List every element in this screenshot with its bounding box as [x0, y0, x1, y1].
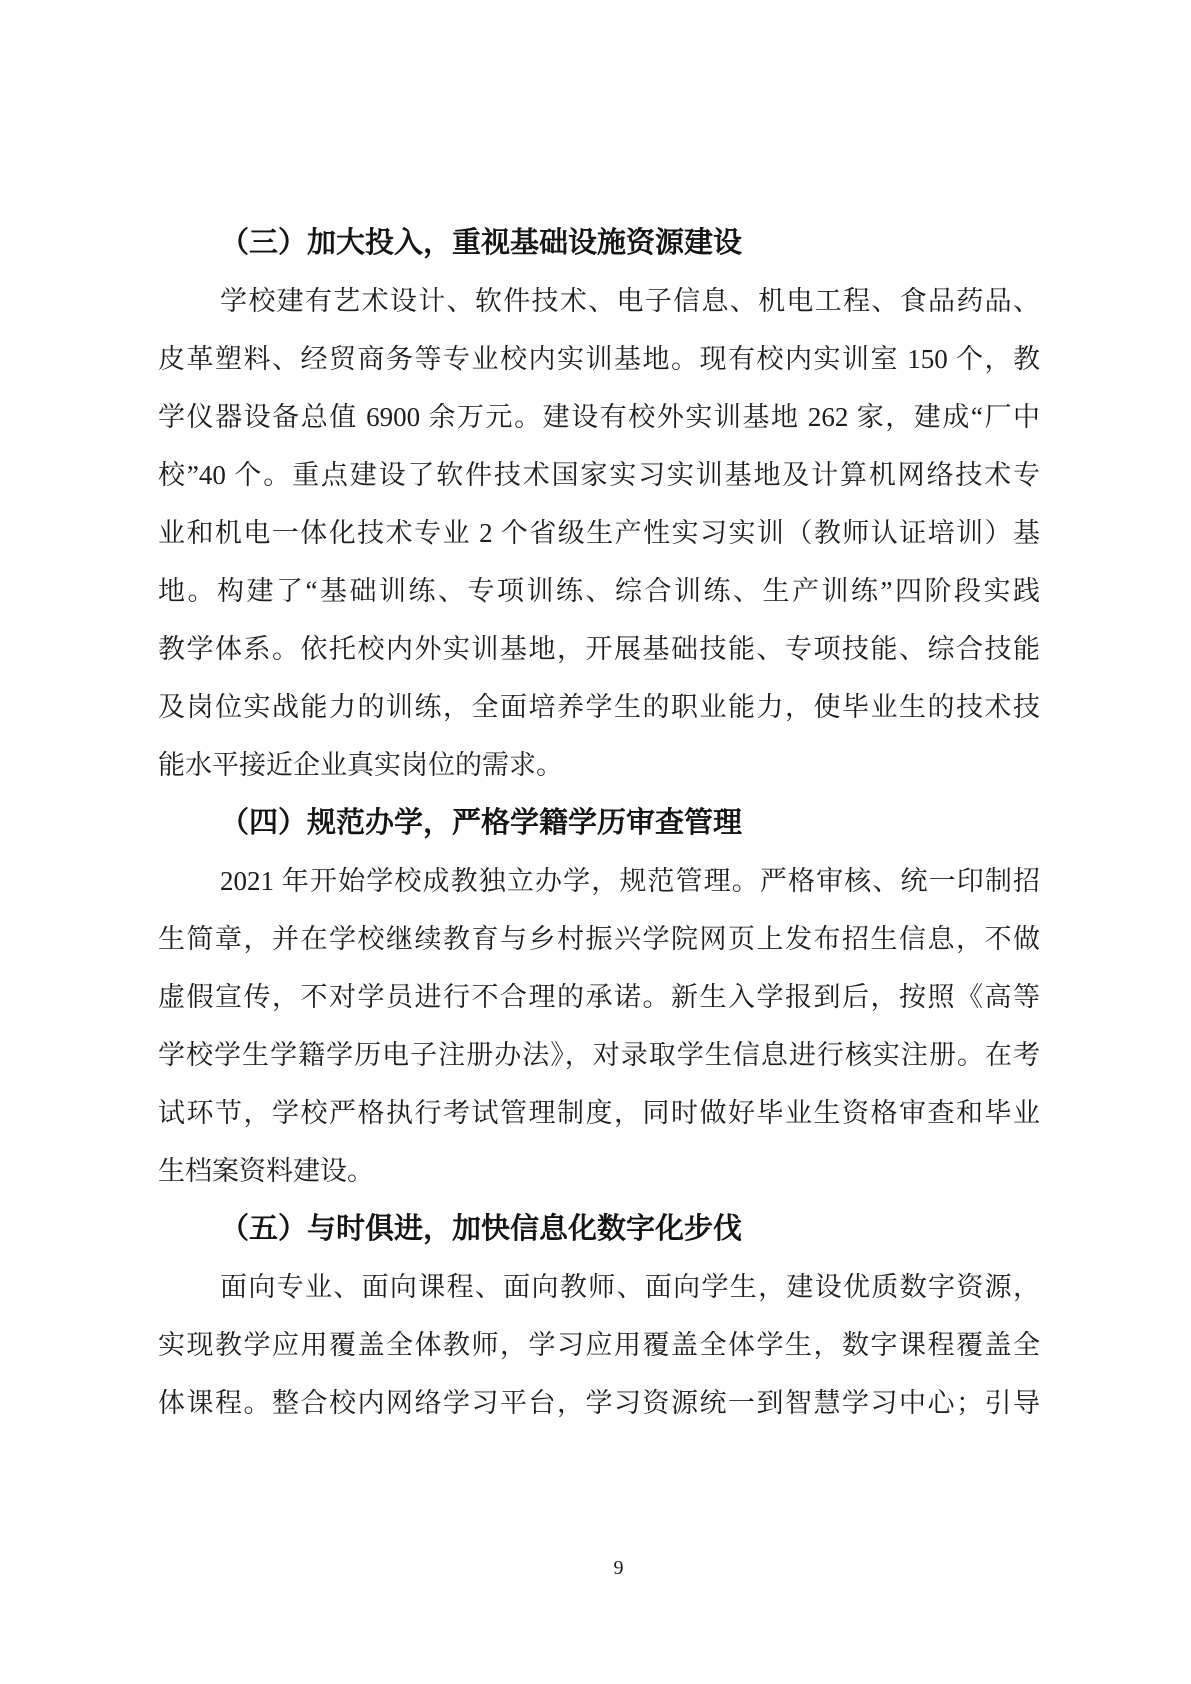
section-4	[158, 794, 1040, 1200]
section-4-line-6: 生档案资料建设。	[158, 1156, 374, 1186]
section-5-heading: （五）与时俱进，加快信息化数字化步伐	[220, 1213, 743, 1245]
section-4-heading: （四）规范办学，严格学籍学历审查管理	[220, 807, 743, 839]
section-3-line-1: 学校建有艺术设计、软件技术、电子信息、机电工程、食品药品、	[220, 286, 1040, 316]
section-4-line-5: 试环节，学校严格执行考试管理制度，同时做好毕业生资格审查和毕业	[158, 1098, 1040, 1128]
section-3-line-8: 及岗位实战能力的训练，全面培养学生的职业能力，使毕业生的技术技	[158, 692, 1040, 722]
section-5	[158, 1200, 1040, 1432]
section-5-line-1: 面向专业、面向课程、面向教师、面向学生，建设优质数字资源，	[220, 1272, 1040, 1302]
section-3	[158, 214, 1040, 794]
section-4-line-4: 学校学生学籍学历电子注册办法》，对录取学生信息进行核实注册。在考	[158, 1040, 1040, 1070]
section-3-line-5: 业和机电一体化技术专业 2 个省级生产性实习实训（教师认证培训）基	[158, 518, 1040, 548]
section-3-line-7: 教学体系。依托校内外实训基地，开展基础技能、专项技能、综合技能	[158, 634, 1040, 664]
section-3-line-2: 皮革塑料、经贸商务等专业校内实训基地。现有校内实训室 150 个，教	[158, 344, 1040, 374]
section-3-line-3: 学仪器设备总值 6900 余万元。建设有校外实训基地 262 家，建成“厂中	[158, 402, 1040, 432]
section-4-line-2: 生简章，并在学校继续教育与乡村振兴学院网页上发布招生信息，不做	[158, 924, 1040, 954]
section-3-line-4: 校”40 个。重点建设了软件技术国家实习实训基地及计算机网络技术专	[158, 460, 1040, 490]
section-5-line-3: 体课程。整合校内网络学习平台，学习资源统一到智慧学习中心；引导	[158, 1388, 1040, 1418]
section-5-line-2: 实现教学应用覆盖全体教师，学习应用覆盖全体学生，数字课程覆盖全	[158, 1330, 1040, 1360]
section-3-heading: （三）加大投入，重视基础设施资源建设	[220, 227, 743, 259]
page-number: 9	[613, 1557, 624, 1579]
section-4-line-1: 2021 年开始学校成教独立办学，规范管理。严格审核、统一印制招	[220, 866, 1040, 896]
section-4-line-3: 虚假宣传，不对学员进行不合理的承诺。新生入学报到后，按照《高等	[158, 982, 1040, 1012]
page-content	[158, 214, 1040, 1432]
section-3-line-6: 地。构建了“基础训练、专项训练、综合训练、生产训练”四阶段实践	[158, 576, 1040, 606]
section-3-line-9: 能水平接近企业真实岗位的需求。	[158, 750, 563, 780]
